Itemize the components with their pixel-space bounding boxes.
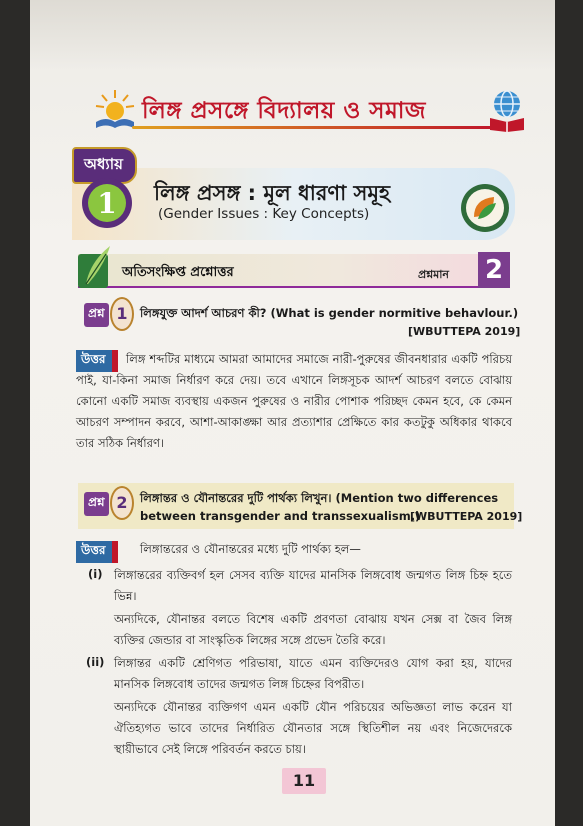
question-badge bbox=[82, 297, 134, 333]
list-item-text: লিঙ্গান্তরের ব্যক্তিবর্গ হল সেসব ব্যক্তি যাদের মানসিক লিঙ্গবোধ জন্মগত লিঙ্গ চিহ্ন হতে ভিন্ন। bbox=[114, 568, 512, 603]
list-item-marker: (i) bbox=[88, 567, 103, 581]
book-title: লিঙ্গ প্রসঙ্গে বিদ্যালয় ও সমাজ bbox=[142, 98, 426, 124]
question-number: 1 bbox=[110, 297, 134, 331]
answer-label: উত্তর bbox=[76, 350, 118, 372]
sun-book-icon bbox=[92, 86, 138, 130]
list-item-marker: (ii) bbox=[86, 655, 105, 669]
answer-label: উত্তর bbox=[76, 541, 118, 563]
chapter-title: লিঙ্গ প্রসঙ্গ : মূল ধারণা সমূহ bbox=[154, 181, 391, 205]
chapter-subtitle: (Gender Issues : Key Concepts) bbox=[158, 206, 370, 222]
exam-tag: [WBUTTEPA 2019] bbox=[408, 325, 521, 338]
question-label: প্রশ্ন bbox=[84, 303, 109, 327]
chapter-number: 1 bbox=[97, 187, 117, 220]
title-underline bbox=[132, 126, 492, 129]
question-text-line-2: between transgender and transsexualism.) bbox=[140, 509, 421, 523]
leaf-emblem-icon bbox=[460, 183, 510, 233]
answer-paragraph: লিঙ্গ শব্দটির মাধ্যমে আমরা আমাদের সমাজে নারী-পুরুষের জীবনধারার একটি পরিচয় পাই, যা-কিনা সমাজ নির্ধারণ করে দেয়। তবে এখানে লিঙ্গসূচক আদর্শ আচরণ বলতে বোঝায় কোনো একটি সমাজ ব্যবস্থায় একজন পুরুষের ও নারীর পোশাক পরিচ্ছদ কেমন হবে, কে কেমন আচরণ সম্পাদন করবে, আশা-আকাঙ্ক্ষা আর প্রত্যাশার প্রেক্ষিতে কার কতটুকু অধিকার থাকবে তার সঠিক নির্ধারণ। bbox=[76, 352, 512, 450]
book-title-banner bbox=[92, 86, 532, 136]
top-shadow bbox=[30, 0, 555, 70]
quill-pen-icon bbox=[78, 244, 114, 288]
globe-book-icon bbox=[484, 88, 530, 132]
question-text-line-1: লিঙ্গান্তর ও যৌনান্তরের দুটি পার্থক্য লিখুন। (Mention two differences bbox=[140, 491, 499, 505]
chapter-badge: অধ্যায় bbox=[72, 147, 137, 184]
section-marks-label: প্রশ্নমান bbox=[418, 268, 449, 281]
exam-tag: [WBUTTEPA 2019] bbox=[410, 510, 523, 523]
section-title: অতিসংক্ষিপ্ত প্রশ্নোত্তর bbox=[122, 265, 234, 280]
question-number: 2 bbox=[110, 486, 134, 520]
page-number: 11 bbox=[282, 768, 326, 794]
book-page bbox=[30, 0, 555, 826]
chapter-number-emblem bbox=[80, 176, 134, 230]
answer-intro: লিঙ্গান্তরের ও যৌনান্তরের মধ্যে দুটি পার্থক্য হল— bbox=[140, 542, 361, 556]
question-text: লিঙ্গযুক্ত আদর্শ আচরণ কী? (What is gender normitive behavlour.) bbox=[140, 306, 519, 320]
list-item-text: অন্যদিকে, যৌনান্তর বলতে বিশেষ একটি প্রবণতা বোঝায় যখন সেক্স বা জৈব লিঙ্গ ব্যক্তির জেন্ডার বা সাংস্কৃতিক লিঙ্গের সঙ্গে প্রভেদ তৈরি করে। bbox=[114, 612, 512, 647]
section-marks-value: 2 bbox=[478, 252, 510, 288]
list-item-text: অন্যদিকে যৌনান্তর ব্যক্তিগণ এমন একটি যৌন পরিচয়ের অভিজ্ঞতা লাভ করেন যা ঐতিহ্যগত ভাবে তাদের নির্ধারিত যৌনতার সঙ্গে স্থিতিশীল নয় এবং নিজেদেরকে স্থায়ীভাবে সেই লিঙ্গে পরিবর্তন করতে চায়। bbox=[114, 700, 512, 756]
question-label: প্রশ্ন bbox=[84, 492, 109, 516]
question-badge bbox=[82, 486, 134, 522]
list-item-text: লিঙ্গান্তর একটি শ্রেণিগত পরিভাষা, যাতে এমন ব্যক্তিদেরও যোগ করা হয়, যাদের মানসিক লিঙ্গবোধ তাদের জন্মগত লিঙ্গ চিহ্নের বিপরীত। bbox=[114, 656, 512, 691]
